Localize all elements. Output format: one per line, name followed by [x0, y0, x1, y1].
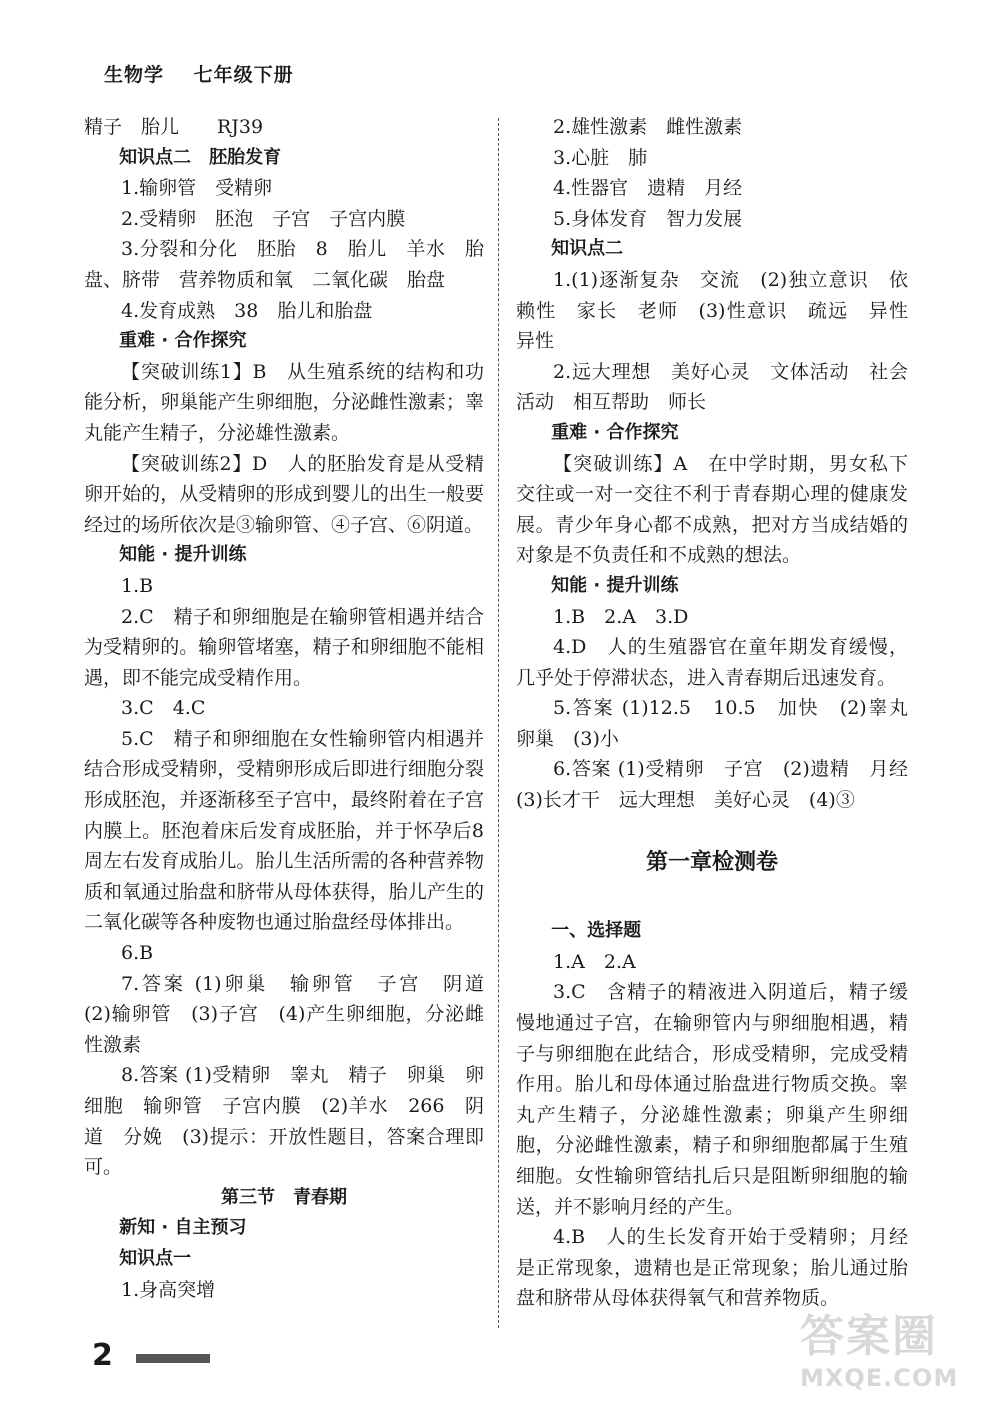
section-heading: 知识点二 胚胎发育: [119, 146, 282, 168]
answer-paragraph: 4.性器官 遗精 月经: [553, 177, 743, 200]
answer-paragraph: 1.B 2.A 3.D: [553, 605, 689, 628]
answer-paragraph: 1.B: [121, 574, 154, 597]
answer-paragraph: 【突破训练2】D 人的胚胎发育是从受精卵开始的，从受精卵的形成到婴儿的出生一般要经过的场所依次是③输卵管、④子宫、⑥阴道。: [84, 452, 484, 536]
page-number-bar: [136, 1354, 210, 1363]
section-heading: 知能 · 提升训练: [551, 574, 679, 596]
answer-paragraph: 7.答案 (1)卵巢 输卵管 子宫 阴道 (2)输卵管 (3)子宫 (4)产生卵细胞，分泌雌性激素: [84, 972, 504, 1056]
answer-paragraph: 3.心脏 肺: [553, 146, 648, 169]
right-column: [516, 112, 928, 1314]
page-header: [104, 60, 316, 87]
watermark-line1: 答案圈: [800, 1311, 938, 1362]
answer-paragraph: 2.C 精子和卵细胞是在输卵管相遇并结合为受精卵的。输卵管堵塞，精子和卵细胞不能相遇，即不能完成受精作用。: [84, 605, 484, 689]
answer-paragraph: 3.C 含精子的精液进入阴道后，精子缓慢地通过子宫，在输卵管内与卵细胞相遇，精子与卵细胞在此结合，形成受精卵，完成受精作用。胎儿和母体通过胎盘进行物质交换。睾丸产生精子，分泌雄性激素；卵巢产生卵细胞，分泌雌性激素，精子和卵细胞都属于生殖细胞。女性输卵管结扎后只是阻断卵细胞的输送，并不影响月经的产生。: [516, 981, 908, 1218]
answer-paragraph: 4.发育成熟 38 胎儿和胎盘: [121, 299, 373, 322]
answer-paragraph: 1.A 2.A: [553, 950, 636, 973]
subject-label: 生物学: [104, 64, 165, 86]
left-column: [84, 112, 504, 1305]
answer-paragraph: 1.(1)逐渐复杂 交流 (2)独立意识 依赖性 家长 老师 (3)性意识 疏远 异性 异性: [516, 268, 928, 353]
section-heading: 新知 · 自主预习: [119, 1217, 247, 1239]
answer-paragraph: 【突破训练】A 在中学时期，男女私下交往或一对一交往不利于青春期心理的健康发展。青少年身心都不成熟，把对方当成结婚的对象是不负责任和不成熟的想法。: [516, 452, 908, 567]
answer-paragraph: 3.分裂和分化 胚胎 8 胎儿 羊水 胎盘、脐带 营养物质和氧 二氧化碳 胎盘: [84, 238, 484, 291]
answer-paragraph: 6.B: [121, 942, 154, 965]
answer-paragraph: 4.B 人的生长发育开始于受精卵；月经是正常现象，遗精也是正常现象；胎儿通过胎盘和脐带从母体获得氧气和营养物质。: [516, 1226, 908, 1310]
answer-paragraph: 3.C 4.C: [121, 697, 206, 720]
answer-paragraph: 5.C 精子和卵细胞在女性输卵管内相遇并结合形成受精卵，受精卵形成后即进行细胞分裂形成胚泡，并逐渐移至子宫中，最终附着在子宫内膜上。胚泡着床后发育成胚胎，并于怀孕后8周左右发育成胎儿。胎儿生活所需的各种营养物质和氧通过胎盘和脐带从母体获得，胎儿产生的二氧化碳等各种废物也通过胎盘经母体排出。: [84, 727, 484, 934]
answer-paragraph: 1.输卵管 受精卵: [121, 177, 273, 200]
answer-paragraph: 8.答案 (1)受精卵 睾丸 精子 卵巢 卵细胞 输卵管 子宫内膜 (2)羊水 266 阴道 分娩 (3)提示：开放性题目，答案合理即可。: [84, 1064, 484, 1179]
watermark-logo: [800, 1300, 970, 1400]
grade-label: 七年级下册: [193, 64, 294, 86]
section-heading: 重难 · 合作探究: [119, 330, 247, 352]
answer-paragraph: 精子 胎儿 RJ39: [84, 116, 264, 138]
answer-paragraph: 5.答案 (1)12.5 10.5 加快 (2)睾丸 卵巢 (3)小: [516, 697, 928, 750]
answer-paragraph: 6.答案 (1)受精卵 子宫 (2)遗精 月经 (3)长才干 远大理想 美好心灵 (4)③: [516, 758, 928, 812]
answer-paragraph: 【突破训练1】B 从生殖系统的结构和功能分析，卵巢能产生卵细胞，分泌雌性激素；睾丸能产生精子，分泌雄性激素。: [84, 360, 484, 444]
section-heading: 知识点一: [119, 1247, 192, 1269]
answer-paragraph: 5.身体发育 智力发展: [553, 207, 743, 230]
section-heading: 知能 · 提升训练: [119, 544, 247, 566]
page-number: 2: [92, 1338, 113, 1373]
section-heading: 第三节 青春期: [221, 1186, 347, 1208]
section-heading: 一、选择题: [551, 920, 642, 942]
answer-paragraph: 2.远大理想 美好心灵 文体活动 社会活动 相互帮助 师长: [516, 360, 908, 414]
section-heading: 重难 · 合作探究: [551, 421, 679, 443]
watermark-line2: MXQE.COM: [800, 1364, 959, 1392]
section-heading: 知识点二: [551, 238, 624, 260]
answer-paragraph: 2.雄性激素 雌性激素: [553, 116, 743, 138]
answer-paragraph: 4.D 人的生殖器官在童年期发育缓慢，几乎处于停滞状态，进入青春期后迅速发育。: [516, 636, 908, 689]
section-heading: 第一章检测卷: [645, 849, 778, 875]
answer-paragraph: 1.身高突增: [121, 1278, 216, 1301]
answer-paragraph: 2.受精卵 胚泡 子宫 子宫内膜: [121, 207, 406, 230]
column-divider: [498, 118, 499, 1328]
